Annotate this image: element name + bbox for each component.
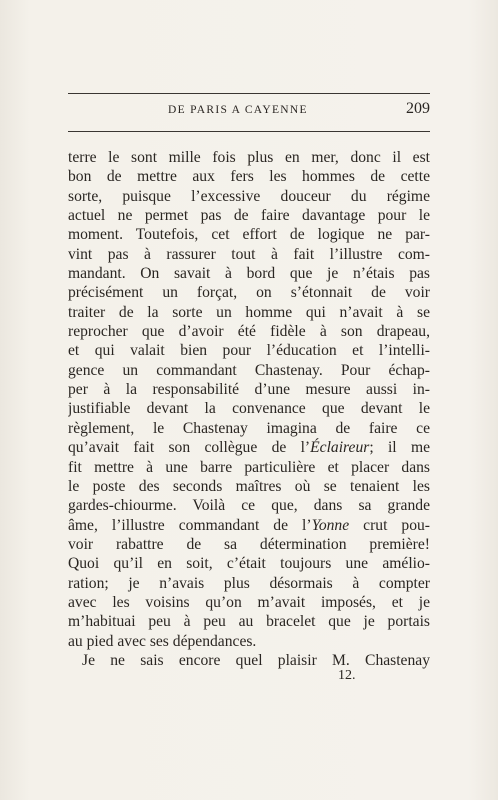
text-line: règlement, le Chastenay imagina de faire ce	[68, 419, 430, 437]
text-line: moment. Toutefois, cet effort de logique ne par-	[68, 226, 430, 244]
text-segment: ; il me	[369, 439, 430, 457]
text-line: gardes-chiourme. Voilà ce que, dans sa grande	[68, 497, 430, 515]
text-line: sorte, puisque l’excessive douceur du régime	[68, 187, 430, 205]
text-line: bon de mettre aux fers les hommes de cette	[68, 168, 430, 186]
page-number: 209	[406, 100, 430, 117]
text-line	[68, 438, 430, 457]
text-line: ration; je n’avais plus désormais à compter	[68, 574, 430, 592]
text-segment: qu’avait fait son collègue de l’	[68, 439, 311, 457]
text-line: terre le sont mille fois plus en mer, donc il est	[68, 149, 430, 166]
text-line: au pied avec ses dépendances.	[68, 632, 257, 650]
ship-name-yonne: Yonne	[311, 516, 350, 534]
text-line: gence un commandant Chastenay. Pour échap-	[68, 361, 430, 379]
running-title: DE PARIS A CAYENNE	[168, 104, 308, 116]
text-line: avec les voisins qu’on m’avait imposés, et je	[68, 593, 430, 611]
text-line: Je ne sais encore quel plaisir M. Chastenay	[82, 651, 430, 669]
text-line: traiter de la sorte un homme qui n’avait à se	[68, 303, 430, 321]
text-line: précisément un forçat, on s’étonnait de voir	[68, 284, 430, 302]
text-line	[68, 516, 430, 535]
page-header	[68, 100, 430, 124]
text-line: le poste des seconds maîtres où se tenaient les	[68, 477, 430, 495]
text-line: et qui valait bien pour l’éducation et l’intelli-	[68, 342, 430, 360]
text-line: mandant. On savait à bord que je n’étais pas	[68, 265, 430, 283]
text-line: vint pas à rassurer tout à fait l’illustre com-	[68, 245, 430, 263]
ship-name-eclaireur: Éclaireur	[310, 439, 370, 457]
text-line: m’habituai peu à peu au bracelet que je portais	[68, 613, 430, 631]
text-line: reprocher que d’avoir été fidèle à son drapeau,	[68, 323, 430, 341]
text-segment: âme, l’illustre commandant de l’	[68, 516, 312, 534]
text-line: per à la responsabilité d’une mesure aussi in-	[68, 381, 430, 399]
text-line: justifiable devant la convenance que devant le	[68, 400, 430, 418]
text-line: actuel ne permet pas de faire davantage pour le	[68, 207, 430, 225]
body-text	[68, 148, 430, 670]
header-top-rule	[68, 93, 430, 94]
header-bottom-rule	[68, 131, 430, 132]
signature-mark: 12.	[338, 668, 356, 683]
text-segment: crut pou-	[349, 516, 430, 534]
text-line: fit mettre à une barre particulière et placer dans	[68, 458, 430, 476]
text-line: Quoi qu’il en soit, c’était toujours une amélio-	[68, 555, 430, 573]
text-line: voir rabattre de sa détermination première!	[68, 535, 430, 553]
